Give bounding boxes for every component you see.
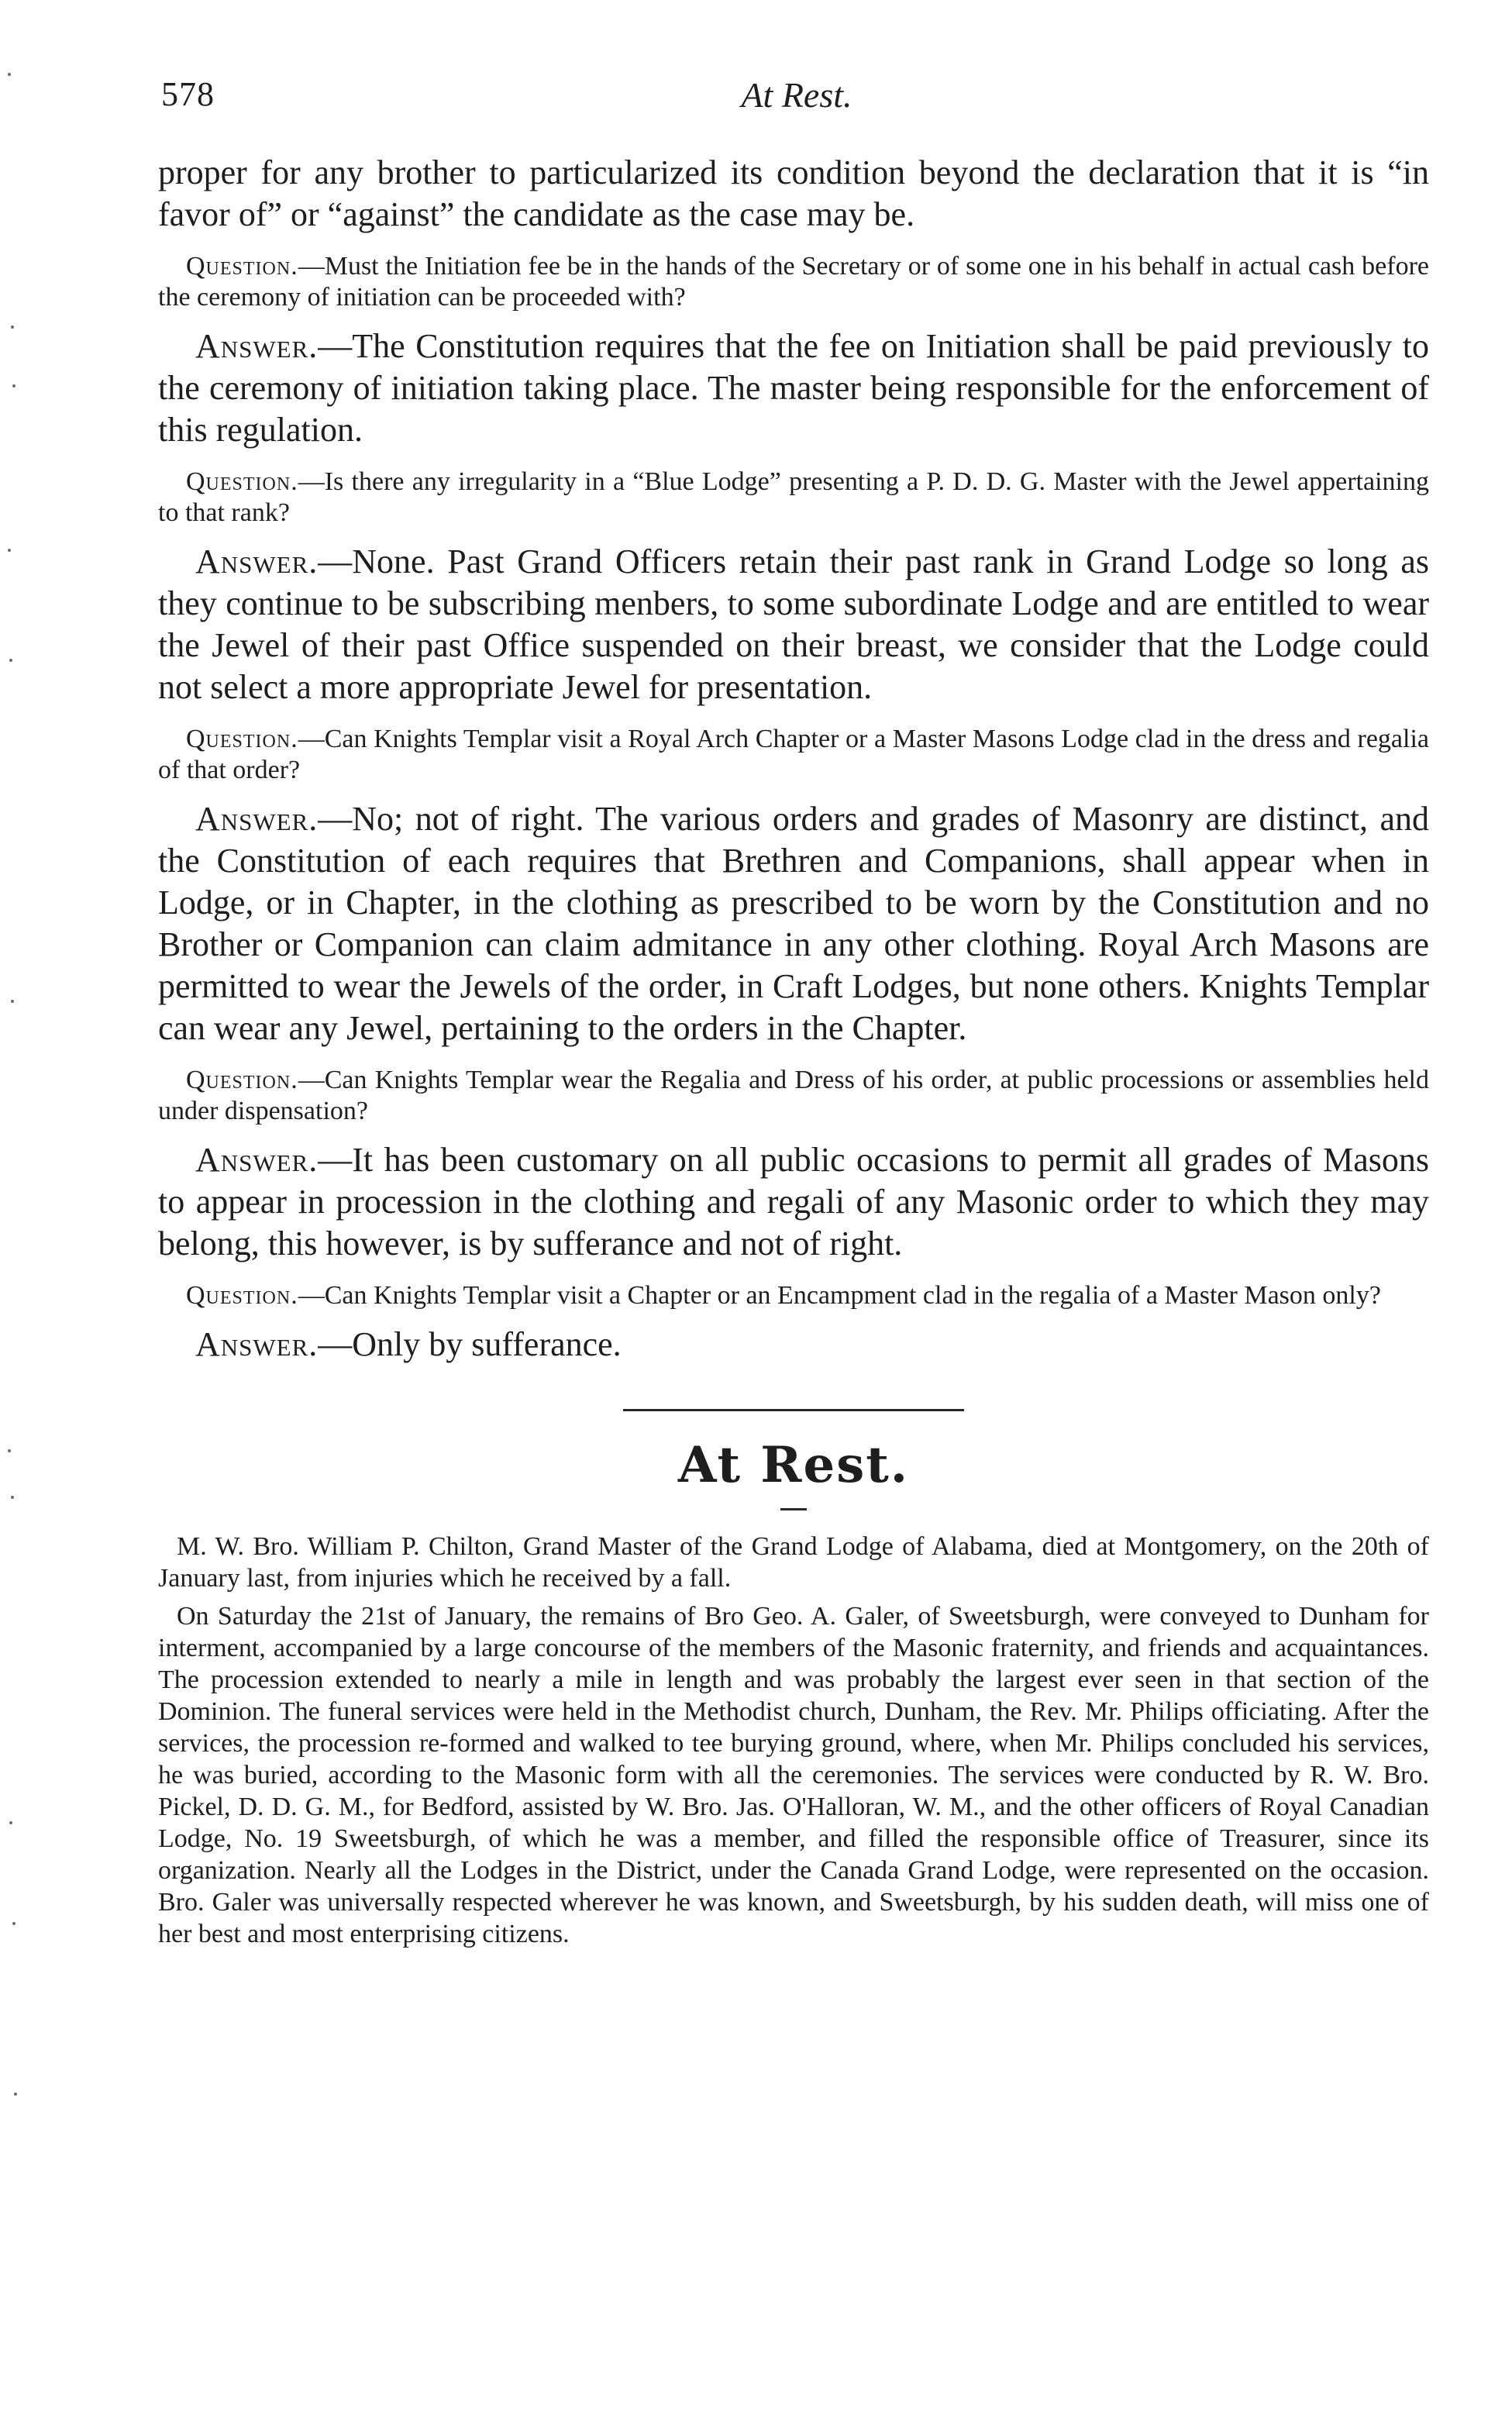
margin-speck [11, 1000, 14, 1003]
margin-speck [8, 549, 11, 552]
page-header [161, 74, 1432, 129]
question [158, 1280, 1429, 1311]
question [158, 724, 1429, 786]
margin-speck [9, 659, 12, 662]
question-text: —Is there any irregularity in a “Blue Lodge” presenting a P. D. D. G. Master with the Jewel appertaining to that rank? [158, 467, 1429, 527]
page-number: 578 [161, 75, 215, 113]
margin-speck [9, 1821, 12, 1824]
running-head: At Rest. [741, 75, 852, 115]
continued-paragraph: proper for any brother to particularized its condition beyond the declaration that it is “in favor of” or “against” the candidate as the case may be. [158, 153, 1429, 233]
question-label: Question. [186, 467, 298, 496]
answer-text: —The Constitution requires that the fee on Initiation shall be paid previously to the ceremony of initiation taking place. The master being responsible for the enforcement of this regulation. [158, 327, 1429, 449]
text-column [158, 152, 1429, 1956]
section-divider [623, 1409, 964, 1411]
question-label: Question. [186, 252, 298, 281]
margin-speck [12, 384, 15, 388]
answer [158, 541, 1429, 708]
title-underline [780, 1508, 807, 1510]
obituary-paragraph: M. W. Bro. William P. Chilton, Grand Master of the Grand Lodge of Alabama, died at Montgomery, on the 20th of January last, from injuries which he received by a fall. [158, 1532, 1429, 1593]
answer-label: Answer. [195, 542, 319, 580]
answer [158, 326, 1429, 451]
answer-text: —It has been customary on all public occasions to permit all grades of Masons to appear in procession in the clothing and regali of any Masonic order to which they may belong, this however, is by sufferance and not of right. [158, 1141, 1429, 1262]
answer-label: Answer. [195, 1325, 319, 1363]
question-label: Question. [186, 1281, 298, 1310]
obituary-paragraph: On Saturday the 21st of January, the remains of Bro Geo. A. Galer, of Sweetsburgh, were conveyed to Dunham for interment, accompanied by a large concourse of the members of the Masonic fraternity, and friends and acquaintances. The procession extended to nearly a mile in length and was probably the largest ever seen in that section of the Dominion. The funeral services were held in the Methodist church, Dunham, the Rev. Mr. Philips officiating. After the services, the procession re-formed and walked to tee burying ground, where, when Mr. Philips concluded his services, he was buried, according to the Masonic form with all the ceremonies. The services were conducted by R. W. Bro. Pickel, D. D. G. M., for Bedford, assisted by W. Bro. Jas. O'Halloran, W. M., and the other officers of Royal Canadian Lodge, No. 19 Sweetsburgh, of which he was a member, and filled the responsible office of Treasurer, since its organization. Nearly all the Lodges in the District, under the Canada Grand Lodge, were represented on the occasion. Bro. Galer was universally respected wherever he was known, and Sweetsburgh, by his sudden death, will miss one of her best and most enterprising citizens. [158, 1602, 1429, 1948]
question-label: Question. [186, 725, 298, 753]
answer-text: —None. Past Grand Officers retain their past rank in Grand Lodge so long as they continue to be subscribing menbers, to some subordinate Lodge and are entitled to wear the Jewel of their past Office suspended on their breast, we consider that the Lodge could not select a more appropriate Jewel for presentation. [158, 542, 1429, 706]
answer-label: Answer. [195, 1141, 319, 1179]
section-title: At Rest. [677, 1436, 910, 1494]
question [158, 467, 1429, 529]
answer-label: Answer. [195, 327, 319, 365]
answer-text: —Only by sufferance. [318, 1325, 622, 1363]
answer [158, 798, 1429, 1049]
question [158, 251, 1429, 313]
question-text: —Can Knights Templar visit a Royal Arch Chapter or a Master Masons Lodge clad in the dress and regalia of that order? [158, 725, 1429, 784]
margin-speck [11, 326, 14, 329]
question-label: Question. [186, 1066, 298, 1094]
margin-speck [14, 2092, 17, 2096]
margin-speck [8, 73, 11, 76]
answer-label: Answer. [195, 800, 319, 838]
answer-text: —No; not of right. The various orders and grades of Masonry are distinct, and the Constitution of each requires that Brethren and Companions, shall appear when in Lodge, or in Chapter, in the clothing as prescribed to be worn by the Constitution and no Brother or Companion can claim admitance in any other clothing. Royal Arch Masons are permitted to wear the Jewels of the order, in Craft Lodges, but none others. Knights Templar can wear any Jewel, pertaining to the orders in the Chapter. [158, 800, 1429, 1047]
question [158, 1065, 1429, 1127]
question-text: —Can Knights Templar visit a Chapter or an Encampment clad in the regalia of a Master Mason only? [298, 1281, 1381, 1310]
margin-speck [11, 1496, 14, 1499]
answer [158, 1324, 1429, 1366]
answer [158, 1139, 1429, 1265]
question-text: —Can Knights Templar wear the Regalia and Dress of his order, at public processions or assemblies held under dispensation? [158, 1066, 1429, 1125]
margin-speck [12, 1922, 15, 1925]
margin-speck [8, 1449, 11, 1452]
question-text: —Must the Initiation fee be in the hands of the Secretary or of some one in his behalf in actual cash before the ceremony of initiation can be proceeded with? [158, 252, 1429, 312]
